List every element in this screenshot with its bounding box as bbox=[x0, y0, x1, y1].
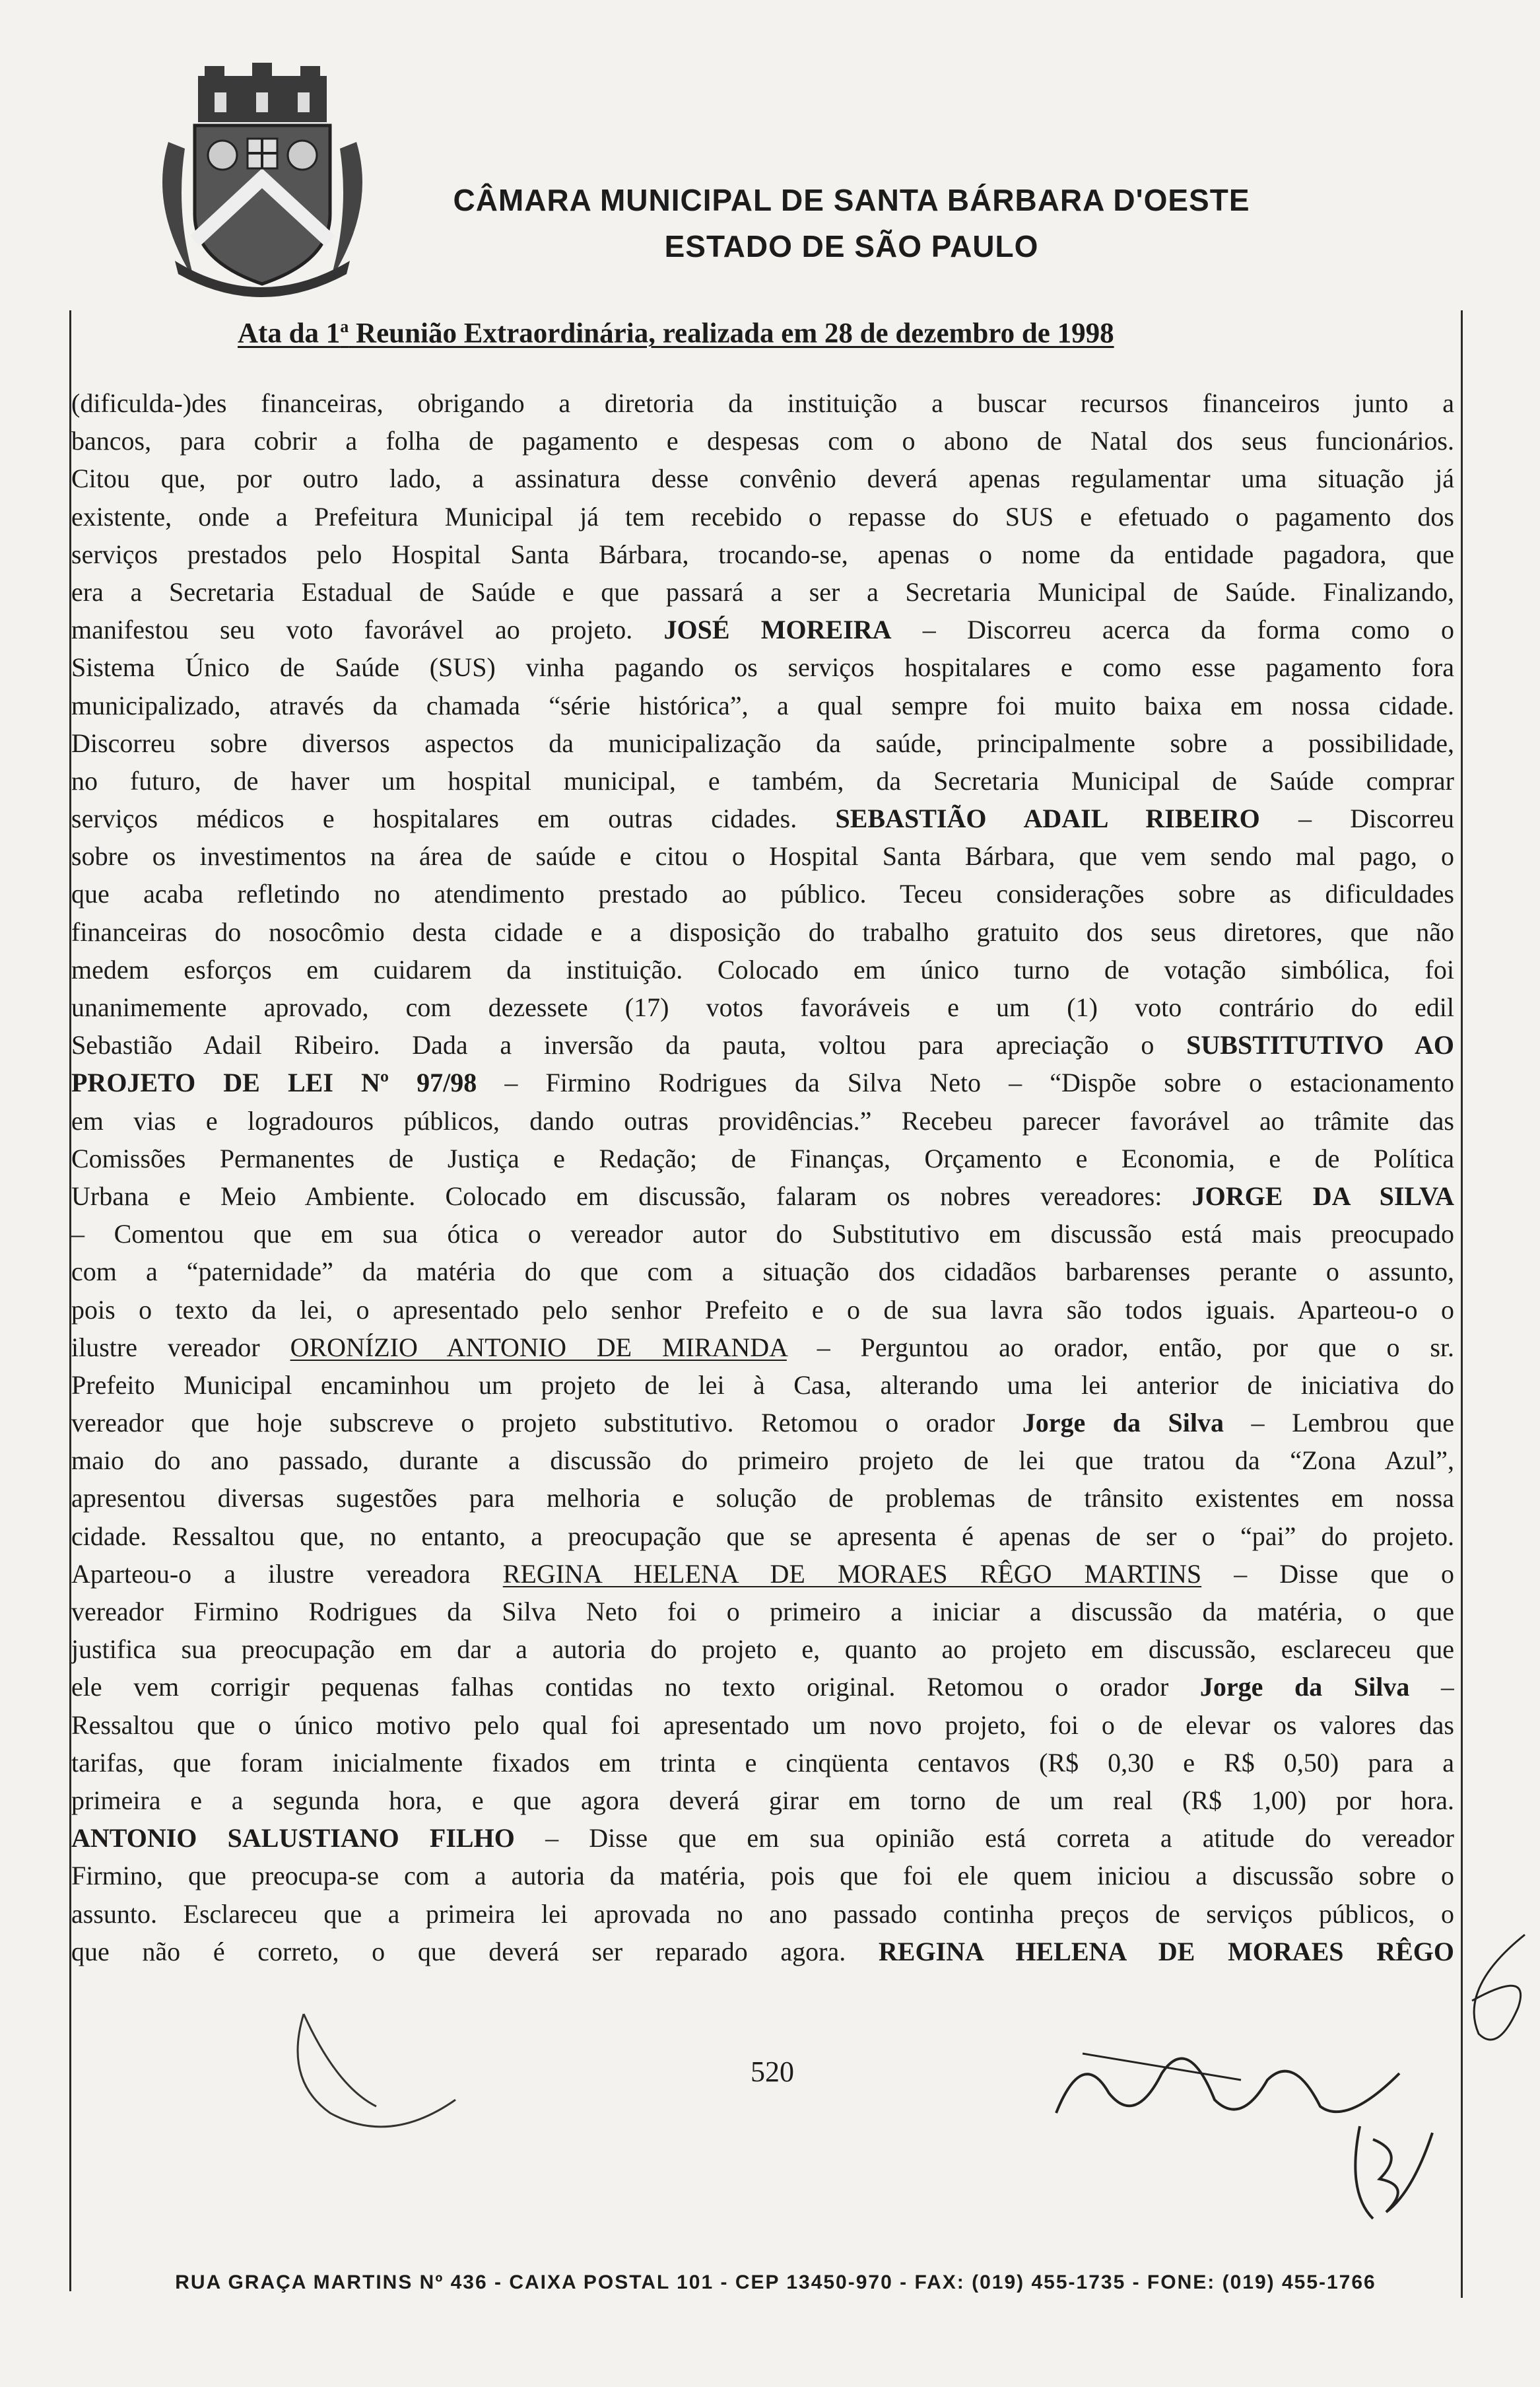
text-segment: vereador Firmino Rodrigues da Silva Neto foi o primeiro a iniciar a discussão da matéria, o que bbox=[71, 1597, 1454, 1626]
text-segment: Sistema Único de Saúde (SUS) vinha pagando os serviços hospitalares e como esse pagamento fora bbox=[71, 652, 1454, 683]
aparte-name: ORONÍZIO ANTONIO DE MIRANDA bbox=[290, 1332, 787, 1362]
text-segment: pois o texto da lei, o apresentado pelo senhor Prefeito e o de sua lavra são todos iguais. Aparteou-o o bbox=[71, 1294, 1454, 1325]
state-name: ESTADO DE SÃO PAULO bbox=[664, 229, 1039, 263]
text-line bbox=[71, 1630, 1454, 1668]
text-line bbox=[71, 1857, 1454, 1894]
text-line bbox=[71, 1668, 1454, 1706]
text-line bbox=[71, 1291, 1454, 1329]
text-line bbox=[71, 1253, 1454, 1290]
text-line bbox=[71, 1441, 1454, 1479]
text-line bbox=[71, 800, 1454, 837]
footer-address: RUA GRAÇA MARTINS Nº 436 - CAIXA POSTAL 101 - CEP 13450-970 - FAX: (019) 455-1735 - FONE: (019) 455-1766 bbox=[175, 2271, 1376, 2293]
chamber-name: CÂMARA MUNICIPAL DE SANTA BÁRBARA D'OESTE bbox=[453, 183, 1250, 217]
text-segment: bancos, para cobrir a folha de pagamento e despesas com o abono de Natal dos seus funcionários. bbox=[71, 426, 1454, 456]
text-line bbox=[71, 951, 1454, 988]
text-line bbox=[71, 422, 1454, 460]
speaker-name: REGINA HELENA DE MORAES RÊGO bbox=[878, 1936, 1454, 1966]
text-segment: tarifas, que foram inicialmente fixados em trinta e cinqüenta centavos (R$ 0,30 e R$ 0,50) para a bbox=[71, 1747, 1454, 1778]
text-line bbox=[71, 1479, 1454, 1517]
speaker-name: JORGE DA SILVA bbox=[1191, 1181, 1454, 1211]
speaker-name: Jorge da Silva bbox=[1199, 1672, 1410, 1702]
page-number: 520 bbox=[751, 2056, 794, 2088]
aparte-name: REGINA HELENA DE MORAES RÊGO MARTINS bbox=[502, 1558, 1202, 1589]
text-segment: apresentou diversas sugestões para melhoria e solução de problemas de trânsito existentes em nossa bbox=[71, 1483, 1454, 1513]
text-line bbox=[71, 837, 1454, 875]
text-segment: medem esforços em cuidarem da instituição. Colocado em único turno de votação simbólica, foi bbox=[71, 954, 1454, 985]
speaker-name: ANTONIO SALUSTIANO FILHO bbox=[71, 1823, 515, 1853]
text-line bbox=[71, 1706, 1454, 1744]
text-segment: Sebastião Adail Ribeiro. Dada a inversão da pauta, voltou para apreciação o bbox=[71, 1030, 1187, 1060]
text-line bbox=[71, 1404, 1454, 1441]
text-line bbox=[71, 913, 1454, 951]
speaker-name: SUBSTITUTIVO AO bbox=[1186, 1030, 1454, 1060]
text-line bbox=[71, 1140, 1454, 1177]
text-line bbox=[71, 1177, 1454, 1215]
text-segment: serviços prestados pelo Hospital Santa Bárbara, trocando-se, apenas o nome da entidade pagadora, que bbox=[71, 539, 1454, 569]
text-line bbox=[71, 1593, 1454, 1630]
text-line bbox=[71, 1102, 1454, 1140]
text-segment: maio do ano passado, durante a discussão do primeiro projeto de lei que tratou da “Zona Azul”, bbox=[71, 1445, 1454, 1476]
text-segment: serviços médicos e hospitalares em outras cidades. bbox=[71, 804, 836, 834]
text-line bbox=[71, 1366, 1454, 1404]
handwritten-initials bbox=[1333, 2113, 1439, 2232]
coat-of-arms-logo bbox=[149, 63, 376, 307]
speaker-name: PROJETO DE LEI Nº 97/98 bbox=[71, 1068, 477, 1098]
text-segment: era a Secretaria Estadual de Saúde e que passará a ser a Secretaria Municipal de Saúde. Finalizando, bbox=[71, 576, 1454, 607]
text-segment: – Discorreu bbox=[1259, 804, 1454, 834]
handwritten-scribble bbox=[277, 1988, 475, 2153]
text-segment: com a “paternidade” da matéria do que com a situação dos cidadãos barbarenses perante o assunto, bbox=[71, 1257, 1454, 1287]
text-line bbox=[71, 762, 1454, 800]
text-line bbox=[71, 1215, 1454, 1253]
handwritten-initials-margin bbox=[1432, 1928, 1538, 2060]
text-segment: – Lembrou que bbox=[1224, 1408, 1454, 1438]
text-line bbox=[71, 1895, 1454, 1933]
text-segment: Firmino, que preocupa-se com a autoria da matéria, pois que foi ele quem iniciou a discussão sobre o bbox=[71, 1861, 1454, 1891]
text-line bbox=[71, 988, 1454, 1026]
text-line bbox=[71, 875, 1454, 913]
meeting-title: Ata da 1$^a$ Reunião Extraordinária, realizada em 28 de dezembro de 1998 bbox=[238, 317, 1114, 349]
text-segment: que não é correto, o que deverá ser reparado agora. bbox=[71, 1936, 879, 1966]
text-segment: Prefeito Municipal encaminhou um projeto de lei à Casa, alterando uma lei anterior de iniciativa do bbox=[71, 1369, 1454, 1400]
text-segment: assunto. Esclareceu que a primeira lei aprovada no ano passado continha preços de serviços públicos, o bbox=[71, 1898, 1454, 1929]
text-line bbox=[71, 1933, 1454, 1970]
text-segment: que acaba refletindo no atendimento prestado ao público. Teceu considerações sobre as dificuldades bbox=[71, 879, 1454, 909]
text-segment: municipalizado, através da chamada “série histórica”, a qual sempre foi muito baixa em nossa cidade. bbox=[71, 690, 1454, 720]
text-segment: ilustre vereador bbox=[71, 1332, 290, 1362]
text-segment: unanimemente aprovado, com dezessete (17) votos favoráveis e um (1) voto contrário do edil bbox=[71, 992, 1454, 1022]
text-segment: – Discorreu acerca da forma como o bbox=[891, 615, 1454, 645]
text-segment: cidade. Ressaltou que, no entanto, a preocupação que se apresenta é apenas de ser o “pai” do projeto. bbox=[71, 1521, 1454, 1551]
text-line bbox=[71, 573, 1454, 611]
text-segment: Citou que, por outro lado, a assinatura desse convênio deverá apenas regulamentar uma situação já bbox=[71, 464, 1454, 494]
text-line bbox=[71, 1782, 1454, 1819]
text-segment: em vias e logradouros públicos, dando outras providências.” Recebeu parecer favorável ao trâmite das bbox=[71, 1105, 1454, 1136]
text-segment: ele vem corrigir pequenas falhas contidas no texto original. Retomou o orador bbox=[71, 1672, 1200, 1702]
text-line bbox=[71, 687, 1454, 724]
text-segment: – Comentou que em sua ótica o vereador autor do Substitutivo em discussão está mais preocupado bbox=[71, 1219, 1454, 1249]
text-segment: Urbana e Meio Ambiente. Colocado em discussão, falaram os nobres vereadores: bbox=[71, 1181, 1192, 1211]
text-line bbox=[71, 1329, 1454, 1366]
text-line bbox=[71, 1555, 1454, 1593]
text-line bbox=[71, 724, 1454, 762]
text-segment: (dificulda-)des financeiras, obrigando a diretoria da instituição a buscar recursos financeiros junto a bbox=[71, 388, 1454, 418]
text-segment: – Disse que o bbox=[1201, 1558, 1454, 1589]
text-segment: manifestou seu voto favorável ao projeto. bbox=[71, 615, 664, 645]
text-line bbox=[71, 498, 1454, 536]
text-segment: no futuro, de haver um hospital municipal, e também, da Secretaria Municipal de Saúde comprar bbox=[71, 765, 1454, 796]
text-segment: – Disse que em sua opinião está correta a atitude do vereador bbox=[514, 1823, 1454, 1853]
text-segment: sobre os investimentos na área de saúde e citou o Hospital Santa Bárbara, que vem sendo mal pago, o bbox=[71, 841, 1454, 872]
minutes-body bbox=[71, 384, 1454, 1970]
speaker-name: SEBASTIÃO ADAIL RIBEIRO bbox=[835, 804, 1260, 834]
text-segment: Discorreu sobre diversos aspectos da municipalização da saúde, principalmente sobre a possibilidade, bbox=[71, 728, 1454, 758]
speaker-name: JOSÉ MOREIRA bbox=[663, 615, 892, 645]
text-segment: – Perguntou ao orador, então, por que o sr. bbox=[786, 1332, 1454, 1362]
text-line bbox=[71, 1819, 1454, 1857]
text-line bbox=[71, 1064, 1454, 1101]
text-segment: Comissões Permanentes de Justiça e Redação; de Finanças, Orçamento e Economia, e de Política bbox=[71, 1143, 1454, 1173]
speaker-name: Jorge da Silva bbox=[1022, 1408, 1224, 1438]
text-segment: primeira e a segunda hora, e que agora deverá girar em torno de um real (R$ 1,00) por hora. bbox=[71, 1785, 1454, 1815]
text-line bbox=[71, 1517, 1454, 1555]
text-line bbox=[71, 460, 1454, 497]
text-segment: Ressaltou que o único motivo pelo qual foi apresentado um novo projeto, foi o de elevar os valores das bbox=[71, 1710, 1454, 1740]
text-line bbox=[71, 384, 1454, 422]
text-segment: vereador que hoje subscreve o projeto substitutivo. Retomou o orador bbox=[71, 1408, 1022, 1438]
text-segment: existente, onde a Prefeitura Municipal já tem recebido o repasse do SUS e efetuado o pagamento dos bbox=[71, 501, 1454, 532]
text-line bbox=[71, 1026, 1454, 1064]
text-segment: – bbox=[1409, 1672, 1454, 1702]
text-line bbox=[71, 611, 1454, 648]
text-line bbox=[71, 536, 1454, 573]
text-segment: justifica sua preocupação em dar a autoria do projeto e, quanto ao projeto em discussão, esclareceu que bbox=[71, 1634, 1454, 1665]
text-line bbox=[71, 648, 1454, 686]
text-segment: Aparteou-o a ilustre vereadora bbox=[71, 1558, 503, 1589]
text-segment: financeiras do nosocômio desta cidade e a disposição do trabalho gratuito dos seus diretores, que não bbox=[71, 917, 1454, 947]
text-segment: – Firmino Rodrigues da Silva Neto – “Dispõe sobre o estacionamento bbox=[477, 1068, 1454, 1098]
text-line bbox=[71, 1744, 1454, 1782]
